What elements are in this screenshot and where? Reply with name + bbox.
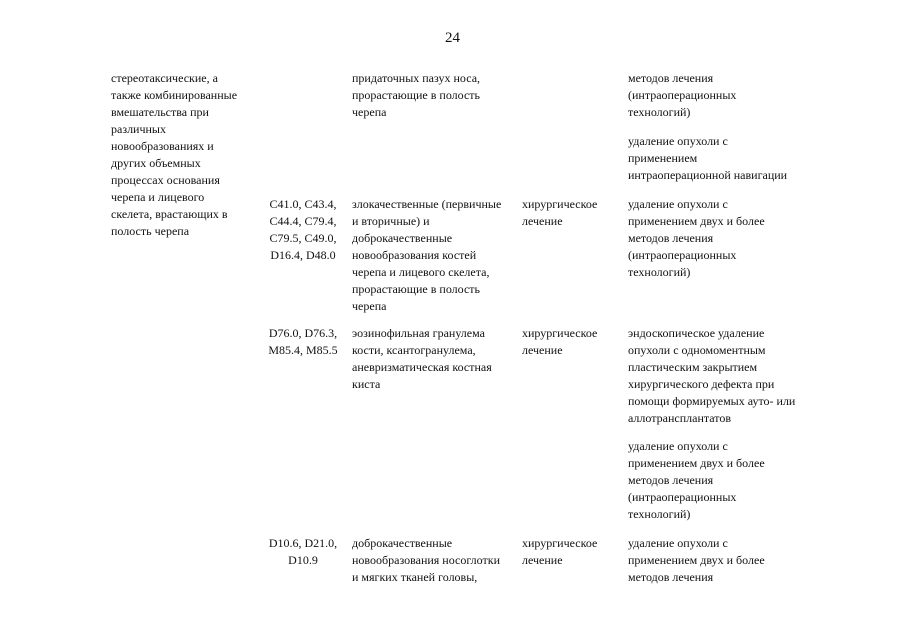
- text-line: и вторичные) и: [352, 214, 430, 228]
- text-line: D10.9: [288, 553, 318, 567]
- text-line: прорастающие в полость: [352, 88, 481, 102]
- text-line: применением двух и более: [628, 214, 765, 228]
- text-line: черепа: [352, 299, 387, 313]
- text-line: хирургическое: [522, 197, 598, 211]
- text-line: M85.4, M85.5: [268, 343, 338, 357]
- text-line: методов лечения: [628, 570, 714, 584]
- text-line: лечение: [522, 553, 563, 567]
- row-3-codes: [262, 535, 344, 569]
- text-line: удаление опухоли с: [628, 197, 728, 211]
- text-line: методов лечения: [628, 473, 714, 487]
- text-line: процессах основания: [111, 173, 220, 187]
- text-line: удаление опухоли с: [628, 134, 728, 148]
- text-line: удаление опухоли с: [628, 439, 728, 453]
- row-1-method-0: [628, 196, 765, 281]
- row-0-method-1: [628, 133, 787, 184]
- text-line: пластическим закрытием: [628, 360, 758, 374]
- text-line: опухоли с одномоментным: [628, 343, 766, 357]
- row-2-treatment: [522, 325, 597, 359]
- text-line: вмешательства при: [111, 105, 209, 119]
- text-line: C79.5, C49.0,: [269, 231, 337, 245]
- text-line: методов лечения: [628, 231, 714, 245]
- text-line: также комбинированные: [111, 88, 238, 102]
- text-line: кости, ксантогранулема,: [352, 343, 476, 357]
- text-line: стереотаксические, а: [111, 71, 218, 85]
- row-3-treatment: [522, 535, 597, 569]
- text-line: доброкачественные: [352, 536, 453, 550]
- text-line: различных: [111, 122, 166, 136]
- text-line: методов лечения: [628, 71, 714, 85]
- text-line: скелета, врастающих в: [111, 207, 228, 221]
- text-line: (интраоперационных: [628, 88, 737, 102]
- text-line: эозинофильная гранулема: [352, 326, 485, 340]
- text-line: D76.0, D76.3,: [268, 326, 338, 340]
- text-line: черепа: [352, 105, 387, 119]
- text-line: аневризматическая костная: [352, 360, 492, 374]
- row-1-treatment: [522, 196, 597, 230]
- text-line: других объемных: [111, 156, 201, 170]
- text-line: C41.0, C43.4,: [269, 197, 337, 211]
- text-line: новообразования носоглотки: [352, 553, 500, 567]
- page-number: 24: [445, 30, 460, 46]
- text-line: хирургического дефекта при: [628, 377, 775, 391]
- row-1-codes: [262, 196, 344, 264]
- text-line: (интраоперационных: [628, 490, 737, 504]
- text-line: лечение: [522, 343, 563, 357]
- text-line: и мягких тканей головы,: [352, 570, 478, 584]
- text-line: применением двух и более: [628, 553, 765, 567]
- text-line: удаление опухоли с: [628, 536, 728, 550]
- row-2-method-0: [628, 325, 795, 427]
- row-1-disease: [352, 196, 501, 315]
- row-2-method-1: [628, 438, 765, 523]
- text-line: черепа и лицевого: [111, 190, 205, 204]
- text-line: применением двух и более: [628, 456, 765, 470]
- text-line: D10.6, D21.0,: [268, 536, 338, 550]
- text-line: C44.4, C79.4,: [269, 214, 337, 228]
- text-line: киста: [352, 377, 381, 391]
- text-line: доброкачественные: [352, 231, 453, 245]
- text-line: эндоскопическое удаление: [628, 326, 765, 340]
- row-2-codes: [262, 325, 344, 359]
- row-0-section-title: [111, 70, 237, 240]
- text-line: применением: [628, 151, 698, 165]
- text-line: технологий): [628, 265, 691, 279]
- text-line: прорастающие в полость: [352, 282, 481, 296]
- text-line: (интраоперационных: [628, 248, 737, 262]
- row-0-disease: [352, 70, 480, 121]
- text-line: хирургическое: [522, 326, 598, 340]
- text-line: придаточных пазух носа,: [352, 71, 481, 85]
- text-line: помощи формируемых ауто- или: [628, 394, 796, 408]
- text-line: полость черепа: [111, 224, 190, 238]
- row-3-method-0: [628, 535, 765, 586]
- text-line: технологий): [628, 507, 691, 521]
- row-3-disease: [352, 535, 500, 586]
- text-line: лечение: [522, 214, 563, 228]
- text-line: новообразования костей: [352, 248, 477, 262]
- text-line: аллотрансплантатов: [628, 411, 732, 425]
- text-line: хирургическое: [522, 536, 598, 550]
- text-line: новообразованиях и: [111, 139, 214, 153]
- row-2-disease: [352, 325, 492, 393]
- text-line: D16.4, D48.0: [270, 248, 336, 262]
- text-line: интраоперационной навигации: [628, 168, 788, 182]
- row-0-method-0: [628, 70, 736, 121]
- text-line: черепа и лицевого скелета,: [352, 265, 490, 279]
- text-line: злокачественные (первичные: [352, 197, 502, 211]
- text-line: технологий): [628, 105, 691, 119]
